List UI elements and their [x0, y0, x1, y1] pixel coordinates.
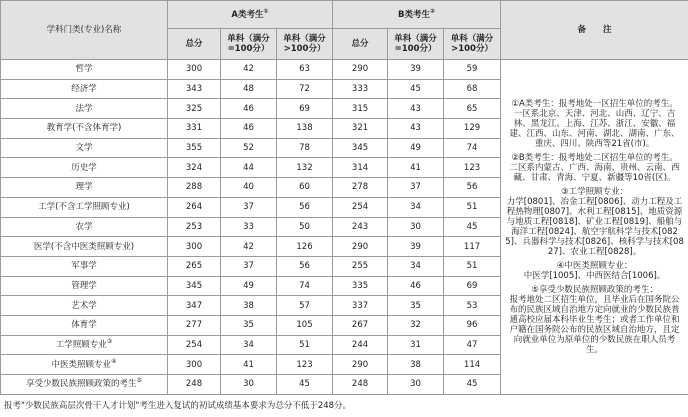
- score-cell-a-sover: 72: [277, 79, 333, 99]
- score-cell-b-s100: 30: [388, 375, 444, 395]
- score-cell-b-s100: 39: [388, 60, 444, 80]
- note-line: ③工学照顾专业：: [560, 186, 629, 197]
- score-cell-a-total: 253: [168, 217, 221, 237]
- score-cell-b-total: 315: [333, 99, 388, 119]
- score-cell-b-sover: 45: [444, 217, 501, 237]
- score-cell-a-sover: 60: [277, 178, 333, 198]
- score-cell-a-s100: 42: [221, 60, 277, 80]
- score-cell-b-sover: 47: [444, 335, 501, 355]
- score-cell-a-s100: 49: [221, 276, 277, 296]
- score-cell-b-total: 267: [333, 315, 388, 335]
- score-cell-a-s100: 48: [221, 79, 277, 99]
- score-cell-b-sover: 59: [444, 60, 501, 80]
- score-cell-a-total: 331: [168, 119, 221, 139]
- subject-name-cell: 教育学(不含体育学): [1, 119, 168, 139]
- subject-name-cell: 工学照顾专业③: [1, 335, 168, 355]
- score-cell-a-s100: 30: [221, 375, 277, 395]
- score-cell-a-total: 343: [168, 79, 221, 99]
- a-single-100-header: 单科（满分 =100分）: [221, 29, 277, 60]
- note-line: ①A类考生：报考地处一区招生单位的考生。: [511, 98, 678, 109]
- score-cell-a-s100: 42: [221, 237, 277, 257]
- subject-name-cell: 管理学: [1, 276, 168, 296]
- score-cell-a-s100: 44: [221, 158, 277, 178]
- score-cell-b-s100: 30: [388, 217, 444, 237]
- score-cell-b-s100: 43: [388, 99, 444, 119]
- score-cell-b-total: 255: [333, 256, 388, 276]
- score-cell-b-s100: 38: [388, 355, 444, 375]
- table-row: [1, 60, 688, 80]
- score-cell-a-sover: 69: [277, 99, 333, 119]
- note-line: 重庆、四川、陕西等21省(市)。: [534, 138, 655, 149]
- score-cell-a-s100: 46: [221, 119, 277, 139]
- score-cell-a-total: 264: [168, 197, 221, 217]
- score-cell-b-sover: 53: [444, 296, 501, 316]
- score-cell-b-total: 333: [333, 79, 388, 99]
- score-cell-a-total: 254: [168, 335, 221, 355]
- score-cell-a-sover: 57: [277, 296, 333, 316]
- subject-name-cell: 军事学: [1, 256, 168, 276]
- score-cell-a-s100: 41: [221, 355, 277, 375]
- note-line: ④中医类照顾专业：: [556, 260, 633, 271]
- score-cell-b-s100: 34: [388, 197, 444, 217]
- a-single-over-header: 单科（满分 >100分）: [277, 29, 333, 60]
- note-line: 林、黑龙江、上海、江苏、浙江、安徽、福: [513, 118, 676, 129]
- score-cell-a-s100: 52: [221, 138, 277, 158]
- footer-note: 报考"少数民族高层次骨干人才计划"考生进入复试的初试成绩基本要求为总分不低于248分。: [4, 401, 352, 411]
- subject-name-cell: 哲学: [1, 60, 168, 80]
- score-cell-a-sover: 50: [277, 217, 333, 237]
- note-line: 户籍在国务院公布的民族区域自治地方，且定: [509, 324, 680, 335]
- score-cell-b-s100: 46: [388, 276, 444, 296]
- score-cell-b-s100: 35: [388, 296, 444, 316]
- note-line: 布的民族区域自治地方定向就业的少数民族普: [509, 304, 680, 315]
- subject-name-cell: 医学(不含中医类照顾专业): [1, 237, 168, 257]
- score-cell-b-sover: 123: [444, 158, 501, 178]
- subject-name-cell: 享受少数民族照顾政策的考生⑤: [1, 375, 168, 395]
- subject-name-cell: 法学: [1, 99, 168, 119]
- notes-header: 备 注: [501, 1, 688, 60]
- note-line: 5]、兵器科学与技术[0826]、核科学与技术[08: [505, 236, 684, 247]
- score-cell-b-s100: 41: [388, 158, 444, 178]
- score-cell-a-s100: 37: [221, 256, 277, 276]
- score-cell-a-total: 300: [168, 60, 221, 80]
- notes-cell: [501, 60, 688, 395]
- score-cell-b-sover: 45: [444, 375, 501, 395]
- score-cell-b-total: 335: [333, 276, 388, 296]
- score-cell-b-total: 248: [333, 375, 388, 395]
- score-cell-b-sover: 117: [444, 237, 501, 257]
- subject-name-cell: 工学(不含工学照顾专业): [1, 197, 168, 217]
- subject-name-cell: 历史学: [1, 158, 168, 178]
- group-b-header: B类考生②: [333, 1, 501, 29]
- score-cell-a-s100: 34: [221, 335, 277, 355]
- score-cell-a-sover: 138: [277, 119, 333, 139]
- score-cell-b-sover: 51: [444, 197, 501, 217]
- score-cell-b-sover: 69: [444, 276, 501, 296]
- score-cell-a-total: 345: [168, 276, 221, 296]
- score-cell-a-total: 248: [168, 375, 221, 395]
- score-cell-a-sover: 56: [277, 197, 333, 217]
- subject-name-cell: 文学: [1, 138, 168, 158]
- score-cell-a-sover: 63: [277, 60, 333, 80]
- b-single-100-header: 单科（满分 =100分）: [388, 29, 444, 60]
- b-total-header: 总分: [333, 29, 388, 60]
- score-cell-b-total: 290: [333, 355, 388, 375]
- score-cell-b-total: 337: [333, 296, 388, 316]
- score-cell-a-total: 324: [168, 158, 221, 178]
- note-line: 与地质工程[0818]、矿业工程[0819]、船舶与: [506, 216, 683, 227]
- score-cell-b-total: 314: [333, 158, 388, 178]
- score-cell-b-total: 278: [333, 178, 388, 198]
- note-line: ⑤享受少数民族照顾政策的考生：: [531, 284, 658, 295]
- score-cell-b-s100: 39: [388, 237, 444, 257]
- score-cell-b-total: 290: [333, 237, 388, 257]
- score-cell-a-sover: 51: [277, 335, 333, 355]
- subject-column-header: 学科门类(专业)名称: [1, 1, 168, 60]
- score-cell-a-total: 347: [168, 296, 221, 316]
- score-cell-b-s100: 32: [388, 315, 444, 335]
- score-cell-b-sover: 51: [444, 256, 501, 276]
- score-cell-a-total: 277: [168, 315, 221, 335]
- score-cell-b-total: 345: [333, 138, 388, 158]
- score-cell-a-sover: 132: [277, 158, 333, 178]
- score-cell-b-sover: 56: [444, 178, 501, 198]
- subject-name-cell: 艺术学: [1, 296, 168, 316]
- note-line: 报考地处二区招生单位，且毕业后在国务院公: [509, 294, 680, 305]
- score-cell-b-total: 290: [333, 60, 388, 80]
- score-cell-a-sover: 123: [277, 355, 333, 375]
- score-cell-a-total: 288: [168, 178, 221, 198]
- score-cell-a-total: 355: [168, 138, 221, 158]
- score-cell-b-sover: 114: [444, 355, 501, 375]
- score-cell-b-sover: 129: [444, 119, 501, 139]
- b-single-over-header: 单科（满分 >100分）: [444, 29, 501, 60]
- score-cell-a-sover: 45: [277, 375, 333, 395]
- score-cell-b-s100: 45: [388, 79, 444, 99]
- score-cell-b-total: 321: [333, 119, 388, 139]
- score-cell-b-sover: 68: [444, 79, 501, 99]
- score-cell-b-total: 243: [333, 217, 388, 237]
- score-cell-b-sover: 96: [444, 315, 501, 335]
- score-cell-a-s100: 40: [221, 178, 277, 198]
- score-cell-a-total: 265: [168, 256, 221, 276]
- score-cell-b-s100: 31: [388, 335, 444, 355]
- note-line: 海洋工程[0824]、航空宇航科学与技术[082: [511, 226, 678, 237]
- score-cell-a-sover: 78: [277, 138, 333, 158]
- note-line: 生。: [586, 344, 604, 355]
- score-cell-b-sover: 65: [444, 99, 501, 119]
- subject-name-cell: 中医类照顾专业④: [1, 355, 168, 375]
- note-line: ②B类考生：报考地处二区招生单位的考生。: [511, 152, 678, 163]
- subject-name-cell: 体育学: [1, 315, 168, 335]
- score-cell-a-s100: 46: [221, 99, 277, 119]
- subject-name-cell: 农学: [1, 217, 168, 237]
- score-cell-a-sover: 74: [277, 276, 333, 296]
- score-cell-b-s100: 43: [388, 119, 444, 139]
- note-line: 向就业单位为原单位的少数民族在职人员考: [513, 334, 676, 345]
- note-line: 通高校应届本科毕业生考生；或者工作单位和: [509, 314, 680, 325]
- subject-name-cell: 理学: [1, 178, 168, 198]
- note-line: 程热物理[0807]、水利工程[0815]、地质资源: [506, 206, 683, 217]
- score-cell-a-sover: 105: [277, 315, 333, 335]
- note-line: 中医学[1005]、中西医结合[1006]。: [523, 270, 666, 281]
- score-cell-a-total: 300: [168, 355, 221, 375]
- a-total-header: 总分: [168, 29, 221, 60]
- score-cell-b-sover: 74: [444, 138, 501, 158]
- score-cell-b-s100: 49: [388, 138, 444, 158]
- note-line: 藏、甘肃、青海、宁夏、新疆等10省(区)。: [513, 172, 676, 183]
- score-cell-a-s100: 33: [221, 217, 277, 237]
- score-cell-b-total: 254: [333, 197, 388, 217]
- score-cell-b-s100: 37: [388, 178, 444, 198]
- score-cell-b-total: 244: [333, 335, 388, 355]
- note-line: 一区系北京、天津、河北、山西、辽宁、吉: [513, 108, 676, 119]
- note-line: 二区系内蒙古、广西、海南、贵州、云南、西: [509, 162, 680, 173]
- score-cell-a-s100: 38: [221, 296, 277, 316]
- score-cell-a-total: 300: [168, 237, 221, 257]
- note-line: 力学[0801]、冶金工程[0806]、动力工程及工: [506, 196, 683, 207]
- score-cell-a-sover: 126: [277, 237, 333, 257]
- score-cell-a-s100: 35: [221, 315, 277, 335]
- note-line: 建、江西、山东、河南、湖北、湖南、广东、: [509, 128, 680, 139]
- score-cell-a-total: 325: [168, 99, 221, 119]
- group-a-header: A类考生①: [168, 1, 333, 29]
- subject-name-cell: 经济学: [1, 79, 168, 99]
- score-cell-a-sover: 56: [277, 256, 333, 276]
- score-cell-a-s100: 37: [221, 197, 277, 217]
- score-cell-b-s100: 34: [388, 256, 444, 276]
- note-line: 27]、农业工程[0828]。: [547, 246, 642, 257]
